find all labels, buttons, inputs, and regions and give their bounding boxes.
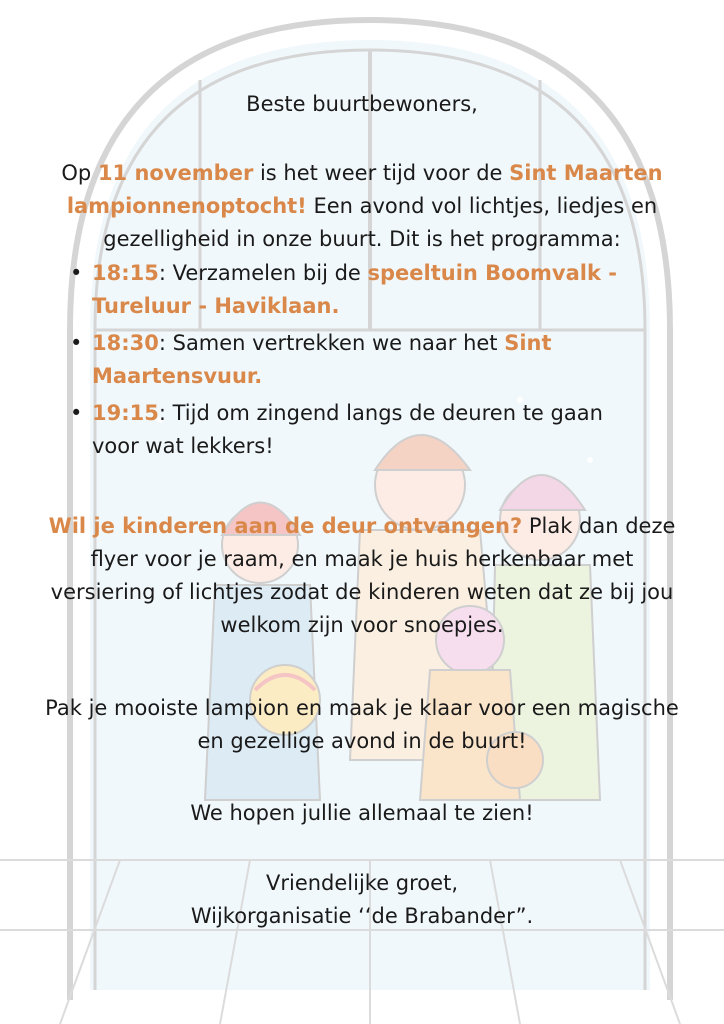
intro-text: Op bbox=[61, 161, 98, 185]
program-item bbox=[70, 327, 650, 393]
hope-paragraph: We hopen jullie allemaal te zien! bbox=[190, 801, 534, 825]
intro-paragraph bbox=[50, 157, 674, 256]
lantern-paragraph: Pak je mooiste lampion en maak je klaar voor een magische en gezellige avond in de buurt! bbox=[45, 696, 679, 753]
event-name: Sint Maarten lampionnenoptocht! bbox=[66, 161, 663, 218]
door-question: Wil je kinderen aan de deur ontvangen? bbox=[48, 514, 523, 538]
bullet-icon: • bbox=[70, 331, 83, 355]
program-list bbox=[70, 257, 650, 467]
program-location: speeltuin Boomvalk - Tureluur - Haviklaan. bbox=[92, 261, 617, 318]
program-location: Sint Maartensvuur. bbox=[92, 331, 552, 388]
program-item bbox=[70, 257, 650, 323]
organisation-name: Wijkorganisatie ‘‘de Brabander”. bbox=[190, 904, 534, 928]
program-time: 19:15 bbox=[92, 401, 159, 425]
intro-text: is het weer tijd voor de bbox=[253, 161, 510, 185]
event-date: 11 november bbox=[97, 161, 254, 185]
bullet-icon: • bbox=[70, 261, 83, 285]
bullet-icon: • bbox=[70, 401, 83, 425]
intro-text: Een avond vol lichtjes, liedjes en gezelligheid in onze buurt. Dit is het programma: bbox=[103, 194, 658, 251]
program-time: 18:15 bbox=[92, 261, 159, 285]
program-time: 18:30 bbox=[92, 331, 159, 355]
closing-text: Vriendelijke groet, bbox=[265, 871, 458, 895]
program-item bbox=[70, 397, 650, 463]
program-text: : Samen vertrekken we naar het bbox=[158, 331, 505, 355]
door-text: Plak dan deze flyer voor je raam, en maak je huis herkenbaar met versiering of lichtjes zodat de kinderen weten dat ze bij jou welkom zijn voor snoepjes. bbox=[50, 514, 676, 637]
signature-block bbox=[40, 867, 684, 933]
greeting: Beste buurtbewoners, bbox=[246, 92, 478, 116]
program-text: : Verzamelen bij de bbox=[158, 261, 368, 285]
door-paragraph bbox=[40, 510, 684, 642]
program-text: : Tijd om zingend langs de deuren te gaan voor wat lekkers! bbox=[92, 401, 603, 458]
